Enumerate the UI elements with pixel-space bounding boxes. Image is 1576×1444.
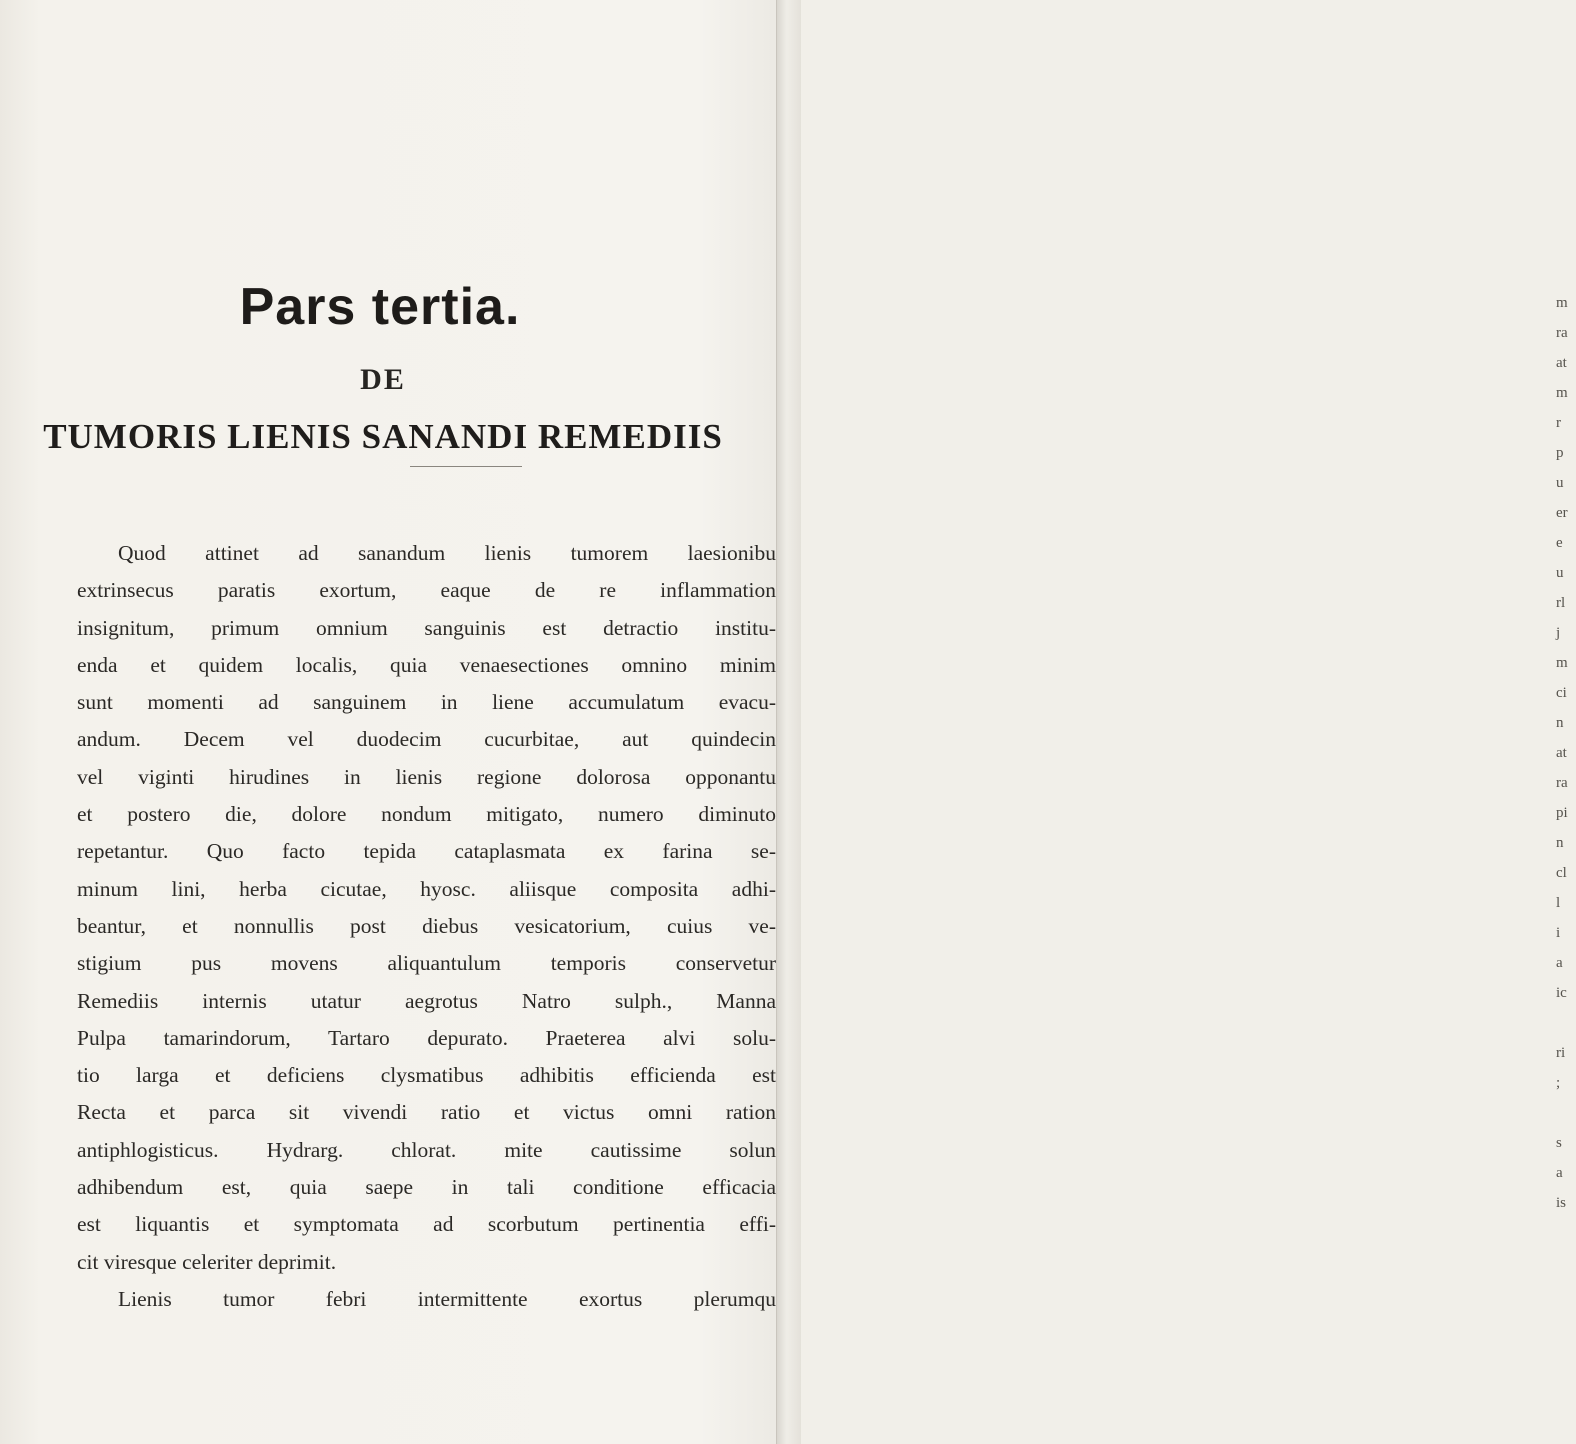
margin-fragment: s (1556, 1135, 1562, 1151)
text-line: andum. Decem vel duodecim cucurbitae, aut quindecin (77, 727, 776, 752)
margin-fragment: pi (1556, 805, 1568, 821)
margin-fragment: m (1556, 295, 1568, 311)
margin-fragment: r (1556, 415, 1561, 431)
margin-fragment (1556, 1098, 1576, 1128)
text-line: enda et quidem localis, quia venaesectiones omnino minim (77, 652, 776, 677)
margin-fragment: rl (1556, 595, 1566, 611)
margin-fragment: m (1556, 385, 1568, 401)
margin-fragment: e (1556, 535, 1563, 551)
text-line: Lienis tumor febri intermittente exortus plerumqu (118, 1286, 776, 1311)
text-line: Pulpa tamarindorum, Tartaro depurato. Praeterea alvi solu- (77, 1025, 776, 1050)
text-line: vel viginti hirudines in lienis regione dolorosa opponantu (77, 764, 776, 789)
next-page-edge (776, 0, 1568, 1444)
margin-fragment: ri (1556, 1045, 1566, 1061)
text-line: Remediis internis utatur aegrotus Natro sulph., Manna (77, 988, 776, 1013)
margin-fragment: ; (1556, 1075, 1561, 1091)
margin-fragment: ci (1556, 685, 1567, 701)
margin-fragment: is (1556, 1195, 1567, 1211)
text-line: tio larga et deficiens clysmatibus adhibitis efficienda est (77, 1063, 776, 1088)
margin-fragment: a (1556, 955, 1563, 971)
text-line: repetantur. Quo facto tepida cataplasmata ex farina se- (77, 839, 776, 864)
margin-fragment: p (1556, 445, 1564, 461)
margin-fragment: u (1556, 475, 1564, 491)
text-line: antiphlogisticus. Hydrarg. chlorat. mite cautissime solun (77, 1137, 776, 1162)
margin-fragment: l (1556, 895, 1561, 911)
text-line: et postero die, dolore nondum mitigato, numero diminuto (77, 802, 776, 827)
margin-fragment: u (1556, 565, 1564, 581)
margin-fragment: m (1556, 655, 1568, 671)
margin-fragment: i (1556, 925, 1561, 941)
margin-fragment: at (1556, 355, 1567, 371)
text-line: extrinsecus paratis exortum, eaque de re inflammation (77, 578, 776, 603)
margin-fragment: at (1556, 745, 1567, 761)
body-paragraph (77, 535, 776, 1318)
margin-fragment: ra (1556, 325, 1568, 341)
margin-fragment: ic (1556, 985, 1567, 1001)
section-subtitle: TUMORIS LIENIS SANANDI REMEDIIS (43, 417, 723, 456)
text-line: beantur, et nonnullis post diebus vesicatorium, cuius ve- (77, 913, 776, 938)
margin-fragment: a (1556, 1165, 1563, 1181)
margin-fragment: n (1556, 715, 1564, 731)
text-line: adhibendum est, quia saepe in tali conditione efficacia (77, 1175, 776, 1200)
part-title: Pars tertia. (239, 278, 521, 336)
text-line: sunt momenti ad sanguinem in liene accumulatum evacu- (77, 690, 776, 715)
margin-fragment: cl (1556, 865, 1567, 881)
text-line: est liquantis et symptomata ad scorbutum pertinentia effi- (77, 1212, 776, 1237)
text-line: Quod attinet ad sanandum lienis tumorem laesionibu (118, 541, 776, 565)
margin-fragment (1556, 1008, 1576, 1038)
text-line: minum lini, herba cicutae, hyosc. aliisque composita adhi- (77, 876, 776, 901)
margin-fragments (1556, 288, 1576, 1248)
margin-fragment (1556, 1218, 1576, 1248)
margin-fragment: n (1556, 835, 1564, 851)
margin-fragment: er (1556, 505, 1568, 521)
text-line: stigium pus movens aliquantulum temporis conservetur (77, 951, 776, 976)
preposition-heading: DE (360, 363, 406, 396)
text-line: insignitum, primum omnium sanguinis est detractio institu- (77, 615, 776, 640)
text-line: cit viresque celeriter deprimit. (77, 1249, 337, 1274)
margin-fragment: j (1556, 625, 1561, 641)
margin-fragment: ra (1556, 775, 1568, 791)
text-line: Recta et parca sit vivendi ratio et victus omni ration (77, 1100, 776, 1125)
title-rule (410, 466, 522, 467)
